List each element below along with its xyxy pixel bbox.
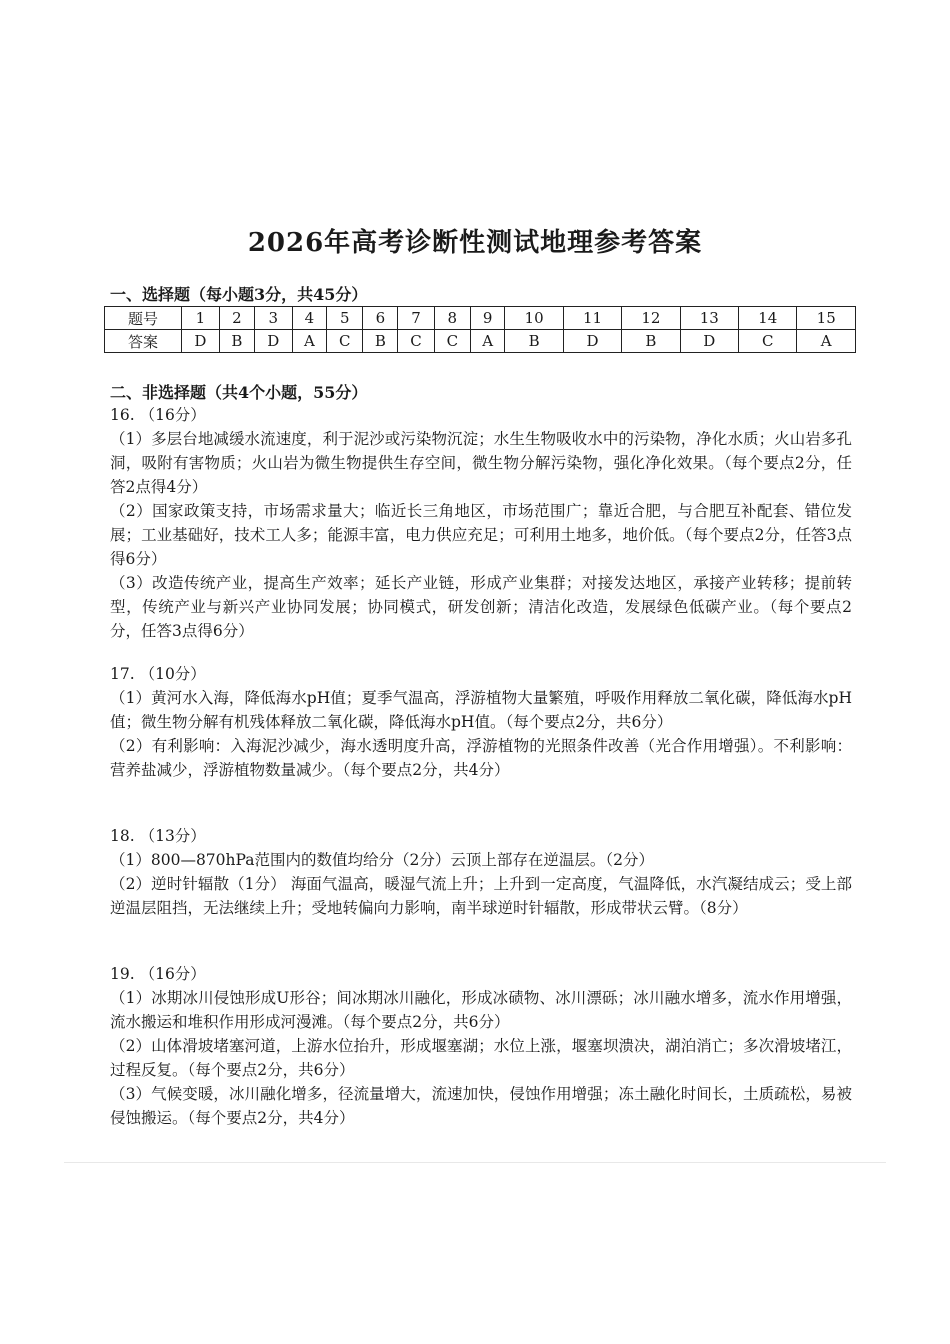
question-number-cell: 3 bbox=[254, 307, 292, 330]
question-18-part-1: （1）800—870hPa范围内的数值均给分（2分）云顶上部存在逆温层。（2分） bbox=[110, 851, 654, 869]
question-19-head: 19. （16分） bbox=[110, 965, 206, 983]
question-number-cell: 4 bbox=[292, 307, 326, 330]
question-number-cell: 15 bbox=[797, 307, 856, 330]
section-essay-heading: 二、非选择题（共4个小题，55分） bbox=[110, 383, 368, 402]
question-17-head: 17. （10分） bbox=[110, 665, 206, 683]
question-number-cell: 14 bbox=[739, 307, 797, 330]
question-number-cell: 9 bbox=[470, 307, 504, 330]
answer-cell: A bbox=[797, 330, 856, 353]
question-17 bbox=[110, 662, 852, 782]
question-18-part-2: （2）逆时针辐散（1分） 海面气温高，暖湿气流上升；上升到一定高度，气温降低，水汽凝结成云；受上部逆温层阻挡，无法继续上升；受地转偏向力影响，南半球逆时针辐散，形成带状云臂。（8分） bbox=[110, 875, 852, 917]
question-number-cell: 6 bbox=[363, 307, 398, 330]
question-17-part-2: （2）有利影响：入海泥沙减少，海水透明度升高，浮游植物的光照条件改善（光合作用增强）。不利影响：营养盐减少，浮游植物数量减少。（每个要点2分，共4分） bbox=[110, 737, 852, 779]
question-16-part-2: （2）国家政策支持，市场需求量大；临近长三角地区，市场范围广；靠近合肥，与合肥互补配套、错位发展；工业基础好，技术工人多；能源丰富，电力供应充足；可利用土地多，地价低。（每个要点2分，任答3点得6分） bbox=[110, 502, 852, 568]
question-number-row bbox=[105, 307, 856, 330]
question-16 bbox=[110, 403, 852, 643]
question-number-cell: 10 bbox=[505, 307, 563, 330]
answer-cell: A bbox=[470, 330, 504, 353]
question-18 bbox=[110, 824, 852, 920]
question-16-head: 16. （16分） bbox=[110, 406, 206, 424]
question-19-part-2: （2）山体滑坡堵塞河道，上游水位抬升，形成堰塞湖；水位上涨，堰塞坝溃决，湖泊消亡；多次滑坡堵江，过程反复。（每个要点2分，共6分） bbox=[110, 1037, 852, 1079]
answer-cell: D bbox=[680, 330, 738, 353]
answer-cell: D bbox=[254, 330, 292, 353]
answer-cell: A bbox=[292, 330, 326, 353]
question-number-cell: 8 bbox=[434, 307, 470, 330]
section-choice-heading: 一、选择题（每小题3分，共45分） bbox=[110, 285, 368, 304]
page-title: 2026年高考诊断性测试地理参考答案 bbox=[247, 228, 703, 258]
answer-cell: C bbox=[434, 330, 470, 353]
answer-cell: C bbox=[327, 330, 363, 353]
answer-cell: B bbox=[363, 330, 398, 353]
answer-cell: B bbox=[505, 330, 563, 353]
question-number-cell: 7 bbox=[398, 307, 434, 330]
answer-cell: B bbox=[219, 330, 254, 353]
answer-cell: C bbox=[739, 330, 797, 353]
answer-cell: C bbox=[398, 330, 434, 353]
question-17-part-1: （1）黄河水入海，降低海水pH值；夏季气温高，浮游植物大量繁殖，呼吸作用释放二氧化碳，降低海水pH值；微生物分解有机残体释放二氧化碳，降低海水pH值。（每个要点2分，共6分） bbox=[110, 689, 852, 731]
question-19-part-3: （3）气候变暖，冰川融化增多，径流量增大，流速加快，侵蚀作用增强；冻土融化时间长，土质疏松，易被侵蚀搬运。（每个要点2分，共4分） bbox=[110, 1085, 852, 1127]
answer-cell: D bbox=[563, 330, 621, 353]
question-number-cell: 5 bbox=[327, 307, 363, 330]
answer-row bbox=[105, 330, 856, 353]
answer-cell: D bbox=[182, 330, 220, 353]
question-18-head: 18. （13分） bbox=[110, 827, 206, 845]
question-number-cell: 12 bbox=[622, 307, 680, 330]
question-number-cell: 13 bbox=[680, 307, 738, 330]
question-number-cell: 1 bbox=[182, 307, 220, 330]
question-19-part-1: （1）冰期冰川侵蚀形成U形谷；间冰期冰川融化，形成冰碛物、冰川漂砾；冰川融水增多，流水作用增强，流水搬运和堆积作用形成河漫滩。（每个要点2分，共6分） bbox=[110, 989, 852, 1031]
answer-table bbox=[104, 306, 856, 353]
question-16-part-1: （1）多层台地减缓水流速度，利于泥沙或污染物沉淀；水生生物吸收水中的污染物，净化水质；火山岩多孔洞，吸附有害物质；火山岩为微生物提供生存空间，微生物分解污染物，强化净化效果。（每个要点2分，任答2点得4分） bbox=[110, 430, 852, 496]
row-label-question: 题号 bbox=[105, 307, 182, 330]
question-number-cell: 2 bbox=[219, 307, 254, 330]
question-number-cell: 11 bbox=[563, 307, 621, 330]
footer-divider bbox=[64, 1162, 886, 1163]
answer-cell: B bbox=[622, 330, 680, 353]
question-16-part-3: （3）改造传统产业，提高生产效率；延长产业链，形成产业集群；对接发达地区，承接产业转移；提前转型，传统产业与新兴产业协同发展；协同模式，研发创新；清洁化改造，发展绿色低碳产业。（每个要点2分，任答3点得6分） bbox=[110, 574, 852, 640]
question-19 bbox=[110, 962, 852, 1130]
row-label-answer: 答案 bbox=[105, 330, 182, 353]
